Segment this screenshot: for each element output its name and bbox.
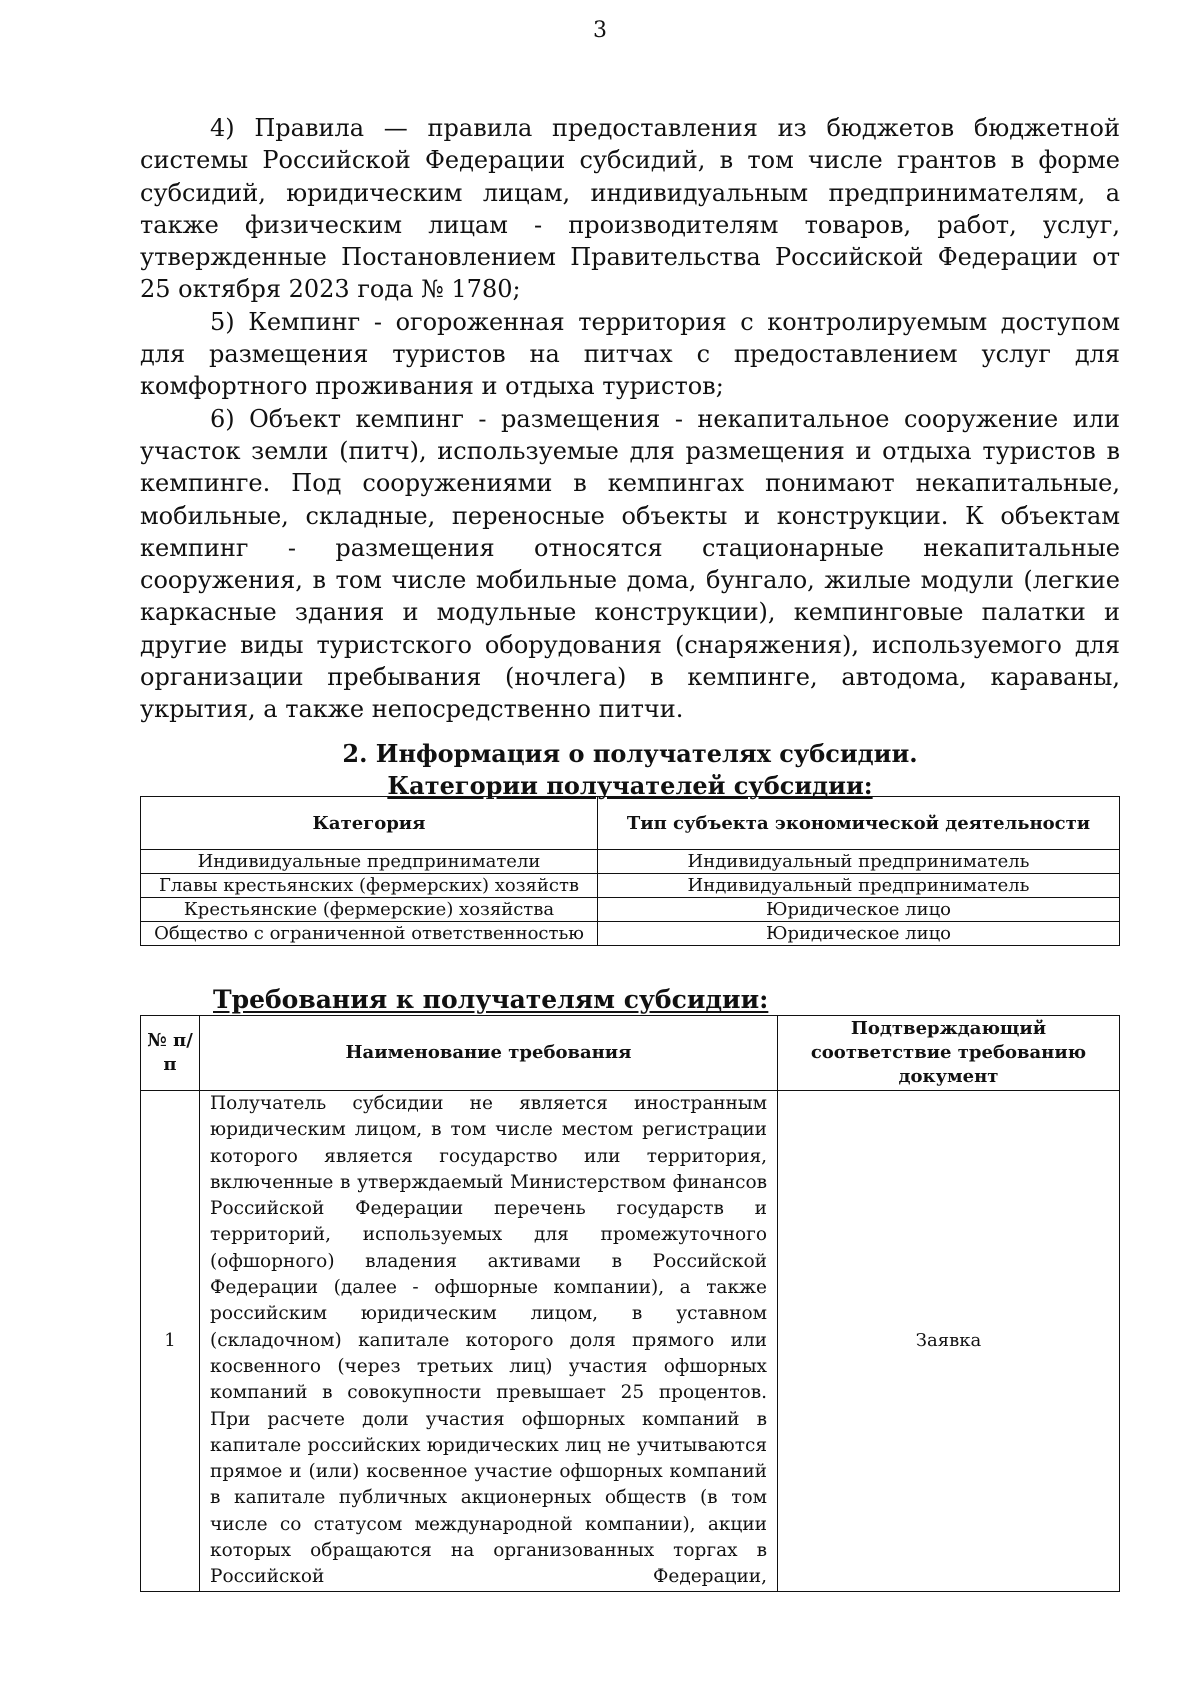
requirement-paragraph: Получатель субсидии не является иностранным юридическим лицом, в том числе местом регистрации которого является государство или территория, включенные в утверждаемый Министерством финансов Российской Федерации перечень государств и территорий, используемых для промежуточного (офшорного) владения активами в Российской Федерации (далее - офшорные компании), а также российским юридическим лицом, в уставном (складочном) капитале которого доля прямого или косвенного (через третьих лиц) участия офшорных компаний в совокупности превышает 25 процентов.	[210, 1093, 767, 1404]
column-header-requirement: Наименование требования	[200, 1016, 778, 1091]
table-row	[141, 874, 1120, 898]
definition-paragraph: 4) Правила — правила предоставления из бюджетов бюджетной системы Российской Федерации субсидий, в том числе грантов в форме субсидий, юридическим лицам, индивидуальным предпринимателям, а также физическим лицам - производителям товаров, работ, услуг, утвержденные Постановлением Правительства Российской Федерации от 25 октября 2023 года № 1780;	[140, 114, 1120, 304]
definition-paragraph: 6) Объект кемпинг - размещения - некапитальное сооружение или участок земли (питч), используемые для размещения и отдыха туристов в кемпинге. Под сооружениями в кемпингах понимают некапитальные, мобильные, складные, переносные объекты и конструкции. К объектам кемпинг - размещения относятся стационарные некапитальные сооружения, в том числе мобильные дома, бунгало, жилые модули (легкие каркасные здания и модульные конструкции), кемпинговые палатки и другие виды туристского оборудования (снаряжения), используемого для организации пребывания (ночлега) в кемпинге, автодома, караваны, укрытия, а также непосредственно питчи.	[140, 404, 1120, 724]
requirement-paragraph: При расчете доли участия офшорных компаний в капитале российских юридических лиц не учитываются прямое и (или) косвенное участие офшорных компаний в капитале публичных акционерных обществ (в том числе со статусом международной компании), акции которых обращаются на организованных торгах в Российской Федерации,	[210, 1408, 767, 1588]
definitions-block	[140, 112, 1120, 726]
requirements-title: Требования к получателям субсидии:	[213, 985, 769, 1014]
requirement-text	[200, 1091, 778, 1592]
definition-paragraph: 5) Кемпинг - огороженная территория с контролируемым доступом для размещения туристов на питчах с предоставлением услуг для комфортного проживания и отдыха туристов;	[140, 307, 1120, 401]
table-header-row	[141, 797, 1120, 850]
row-number: 1	[141, 1091, 200, 1592]
table-row	[141, 922, 1120, 946]
table-row	[141, 850, 1120, 874]
table-row	[141, 1091, 1120, 1592]
table-cell: Главы крестьянских (фермерских) хозяйств	[141, 874, 598, 898]
column-header-category: Категория	[141, 797, 598, 850]
table-cell: Крестьянские (фермерские) хозяйства	[141, 898, 598, 922]
section-heading	[140, 738, 1120, 802]
section-subtitle: Категории получателей субсидии:	[387, 771, 873, 800]
confirming-document: Заявка	[778, 1091, 1120, 1592]
section-title: 2. Информация о получателях субсидии.	[342, 739, 918, 768]
table-cell: Общество с ограниченной ответственностью	[141, 922, 598, 946]
column-header-document: Подтверждающий соответствие требованию документ	[778, 1016, 1120, 1091]
page-number: 3	[593, 18, 607, 43]
column-header-number: № п/п	[141, 1016, 200, 1091]
requirements-table	[140, 1015, 1120, 1592]
table-row	[141, 898, 1120, 922]
table-header-row	[141, 1016, 1120, 1091]
table-cell: Юридическое лицо	[598, 922, 1120, 946]
table-cell: Юридическое лицо	[598, 898, 1120, 922]
table-cell: Индивидуальный предприниматель	[598, 874, 1120, 898]
column-header-entity-type: Тип субъекта экономической деятельности	[598, 797, 1120, 850]
table-cell: Индивидуальные предприниматели	[141, 850, 598, 874]
table-cell: Индивидуальный предприниматель	[598, 850, 1120, 874]
categories-table	[140, 796, 1120, 946]
